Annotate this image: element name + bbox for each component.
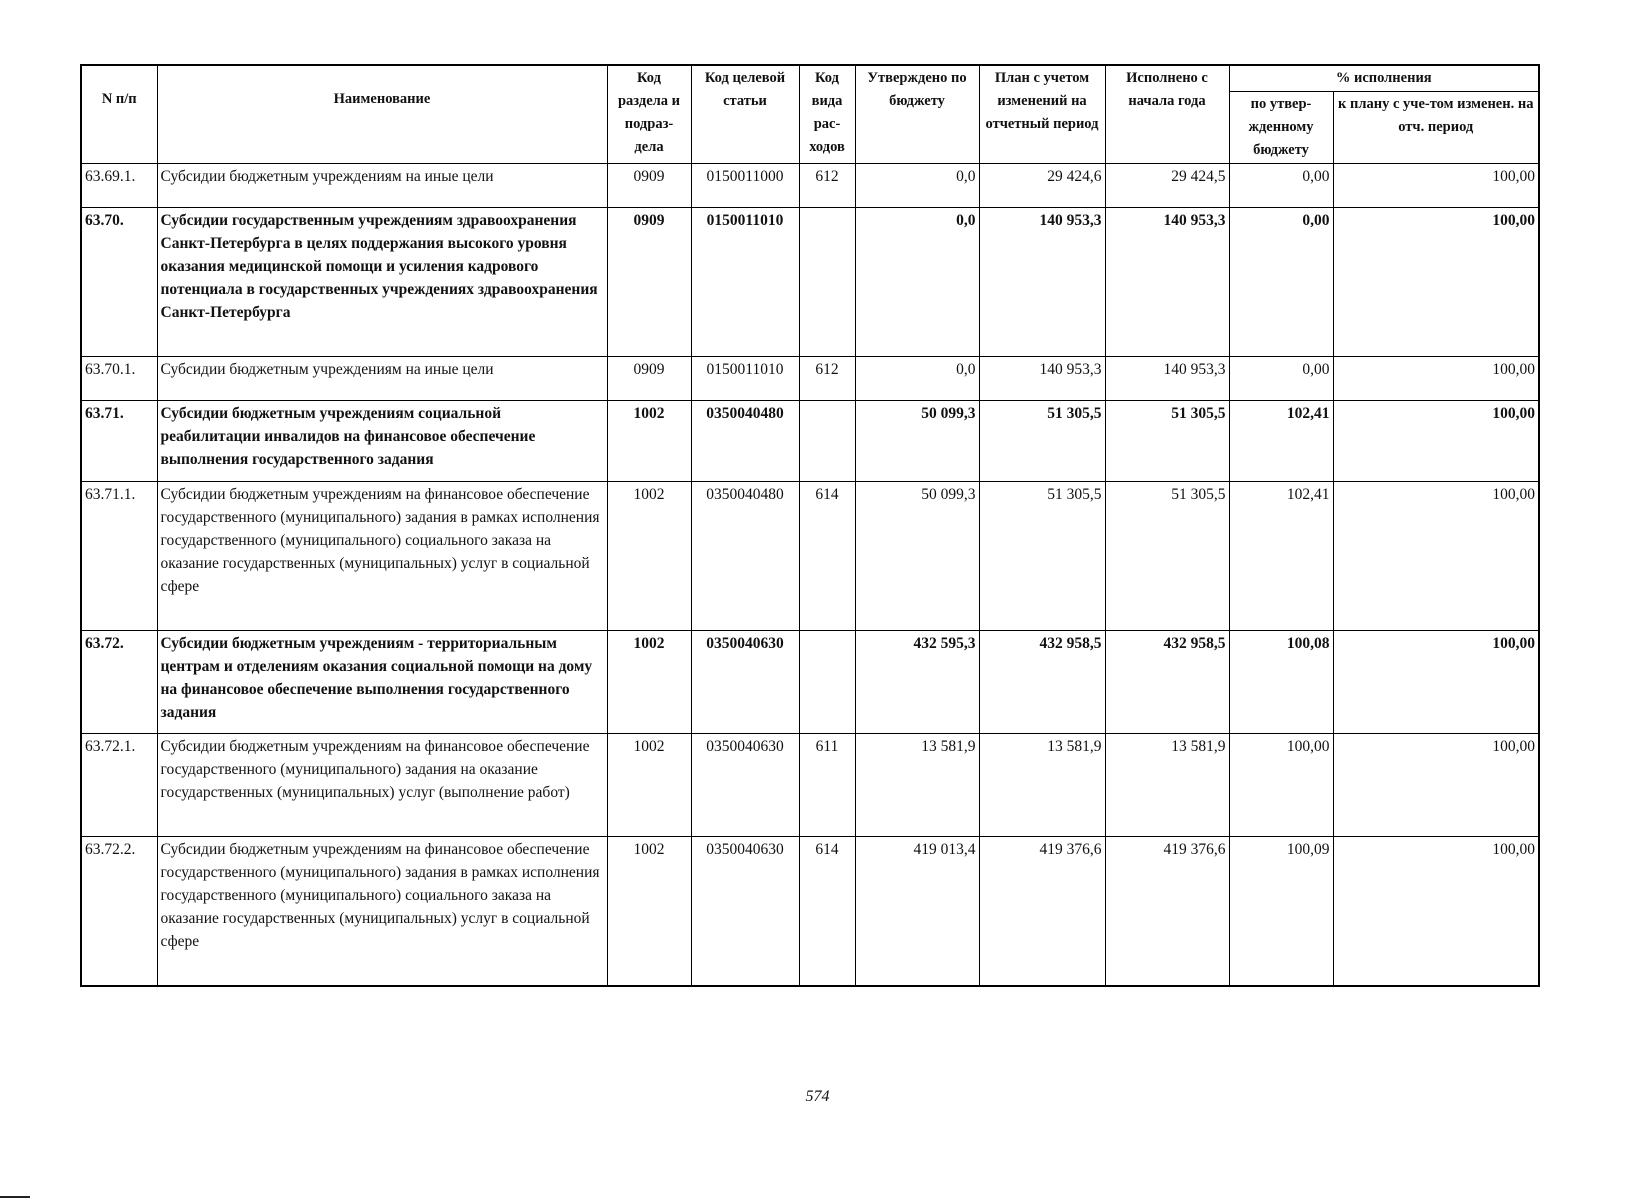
row-plan: 432 958,5: [979, 631, 1105, 734]
header-approved: Утверждено по бюджету: [855, 65, 979, 164]
row-number: 63.72.2.: [81, 837, 157, 987]
row-name: Субсидии бюджетным учреждениям на финансовое обеспечение государственного (муниципального) задания в рамках исполнения государственного (муниципального) социального заказа на оказание государственных (муниципальных) услуг в социальной сфере: [157, 837, 607, 987]
row-approved: 0,0: [855, 357, 979, 401]
header-pct-plan: к плану с уче-том изменен. на отч. период: [1333, 92, 1539, 164]
table-row: [81, 164, 1539, 208]
row-expense-type: [799, 631, 855, 734]
header-percent-group: % исполнения: [1229, 65, 1539, 92]
row-target-code: 0350040630: [691, 734, 799, 837]
budget-execution-table: [80, 64, 1540, 987]
row-target-code: 0150011000: [691, 164, 799, 208]
row-expense-type: [799, 208, 855, 357]
row-number: 63.72.: [81, 631, 157, 734]
row-approved: 13 581,9: [855, 734, 979, 837]
row-name: Субсидии бюджетным учреждениям на иные цели: [157, 164, 607, 208]
row-approved: 50 099,3: [855, 482, 979, 631]
row-number: 63.71.: [81, 401, 157, 482]
header-expense-type-code: Код вида рас-ходов: [799, 65, 855, 164]
row-pct-budget: 0,00: [1229, 357, 1333, 401]
row-section-code: 1002: [607, 401, 691, 482]
row-plan: 419 376,6: [979, 837, 1105, 987]
header-name: Наименование: [157, 65, 607, 164]
table-row: [81, 357, 1539, 401]
row-plan: 29 424,6: [979, 164, 1105, 208]
row-executed: 140 953,3: [1105, 357, 1229, 401]
row-target-code: 0350040630: [691, 837, 799, 987]
header-num: N п/п: [81, 65, 157, 164]
row-pct-plan: 100,00: [1333, 631, 1539, 734]
row-executed: 29 424,5: [1105, 164, 1229, 208]
row-pct-budget: 100,09: [1229, 837, 1333, 987]
row-pct-budget: 102,41: [1229, 401, 1333, 482]
header-executed: Исполнено с начала года: [1105, 65, 1229, 164]
row-approved: 419 013,4: [855, 837, 979, 987]
table-header: [81, 65, 1539, 164]
page-number: 574: [805, 1088, 830, 1105]
scan-edge-mark: [0, 1196, 30, 1198]
row-expense-type: 612: [799, 357, 855, 401]
row-number: 63.71.1.: [81, 482, 157, 631]
row-pct-plan: 100,00: [1333, 734, 1539, 837]
row-section-code: 0909: [607, 164, 691, 208]
row-executed: 140 953,3: [1105, 208, 1229, 357]
row-target-code: 0150011010: [691, 357, 799, 401]
row-section-code: 1002: [607, 631, 691, 734]
row-approved: 432 595,3: [855, 631, 979, 734]
table-row: [81, 208, 1539, 357]
row-expense-type: [799, 401, 855, 482]
row-pct-budget: 100,00: [1229, 734, 1333, 837]
row-number: 63.70.: [81, 208, 157, 357]
header-target-code: Код целевой статьи: [691, 65, 799, 164]
table-body: [81, 164, 1539, 987]
row-plan: 51 305,5: [979, 482, 1105, 631]
row-plan: 51 305,5: [979, 401, 1105, 482]
row-pct-plan: 100,00: [1333, 164, 1539, 208]
row-section-code: 1002: [607, 837, 691, 987]
table-row: [81, 631, 1539, 734]
row-name: Субсидии бюджетным учреждениям - территориальным центрам и отделениям оказания социальной помощи на дому на финансовое обеспечение выполнения государственного задания: [157, 631, 607, 734]
row-approved: 0,0: [855, 164, 979, 208]
row-target-code: 0350040480: [691, 401, 799, 482]
row-approved: 0,0: [855, 208, 979, 357]
row-name: Субсидии бюджетным учреждениям на финансовое обеспечение государственного (муниципального) задания в рамках исполнения государственного (муниципального) социального заказа на оказание государственных (муниципальных) услуг в социальной сфере: [157, 482, 607, 631]
row-target-code: 0150011010: [691, 208, 799, 357]
row-pct-plan: 100,00: [1333, 357, 1539, 401]
row-pct-budget: 102,41: [1229, 482, 1333, 631]
row-target-code: 0350040630: [691, 631, 799, 734]
row-pct-budget: 100,08: [1229, 631, 1333, 734]
row-plan: 140 953,3: [979, 357, 1105, 401]
table-row: [81, 482, 1539, 631]
row-section-code: 0909: [607, 208, 691, 357]
row-pct-plan: 100,00: [1333, 401, 1539, 482]
row-name: Субсидии бюджетным учреждениям социальной реабилитации инвалидов на финансовое обеспечение выполнения государственного задания: [157, 401, 607, 482]
row-target-code: 0350040480: [691, 482, 799, 631]
row-executed: 51 305,5: [1105, 482, 1229, 631]
table-row: [81, 837, 1539, 987]
row-name: Субсидии бюджетным учреждениям на иные цели: [157, 357, 607, 401]
row-pct-plan: 100,00: [1333, 837, 1539, 987]
row-section-code: 0909: [607, 357, 691, 401]
row-pct-plan: 100,00: [1333, 208, 1539, 357]
row-executed: 13 581,9: [1105, 734, 1229, 837]
row-name: Субсидии бюджетным учреждениям на финансовое обеспечение государственного (муниципального) задания на оказание государственных (муниципальных) услуг (выполнение работ): [157, 734, 607, 837]
row-number: 63.69.1.: [81, 164, 157, 208]
row-section-code: 1002: [607, 734, 691, 837]
row-expense-type: 611: [799, 734, 855, 837]
row-expense-type: 614: [799, 482, 855, 631]
row-plan: 140 953,3: [979, 208, 1105, 357]
row-plan: 13 581,9: [979, 734, 1105, 837]
row-pct-plan: 100,00: [1333, 482, 1539, 631]
row-executed: 419 376,6: [1105, 837, 1229, 987]
row-expense-type: 614: [799, 837, 855, 987]
row-executed: 51 305,5: [1105, 401, 1229, 482]
row-section-code: 1002: [607, 482, 691, 631]
table-row: [81, 734, 1539, 837]
row-pct-budget: 0,00: [1229, 208, 1333, 357]
header-plan: План с учетом изменений на отчетный период: [979, 65, 1105, 164]
row-name: Субсидии государственным учреждениям здравоохранения Санкт-Петербурга в целях поддержания высокого уровня оказания медицинской помощи и усиления кадрового потенциала в государственных учреждениях здравоохранения Санкт-Петербурга: [157, 208, 607, 357]
row-expense-type: 612: [799, 164, 855, 208]
header-section-code: Код раздела и подраз-дела: [607, 65, 691, 164]
row-executed: 432 958,5: [1105, 631, 1229, 734]
table-row: [81, 401, 1539, 482]
header-pct-budget: по утвер-жденному бюджету: [1229, 92, 1333, 164]
row-approved: 50 099,3: [855, 401, 979, 482]
row-number: 63.72.1.: [81, 734, 157, 837]
row-pct-budget: 0,00: [1229, 164, 1333, 208]
row-number: 63.70.1.: [81, 357, 157, 401]
